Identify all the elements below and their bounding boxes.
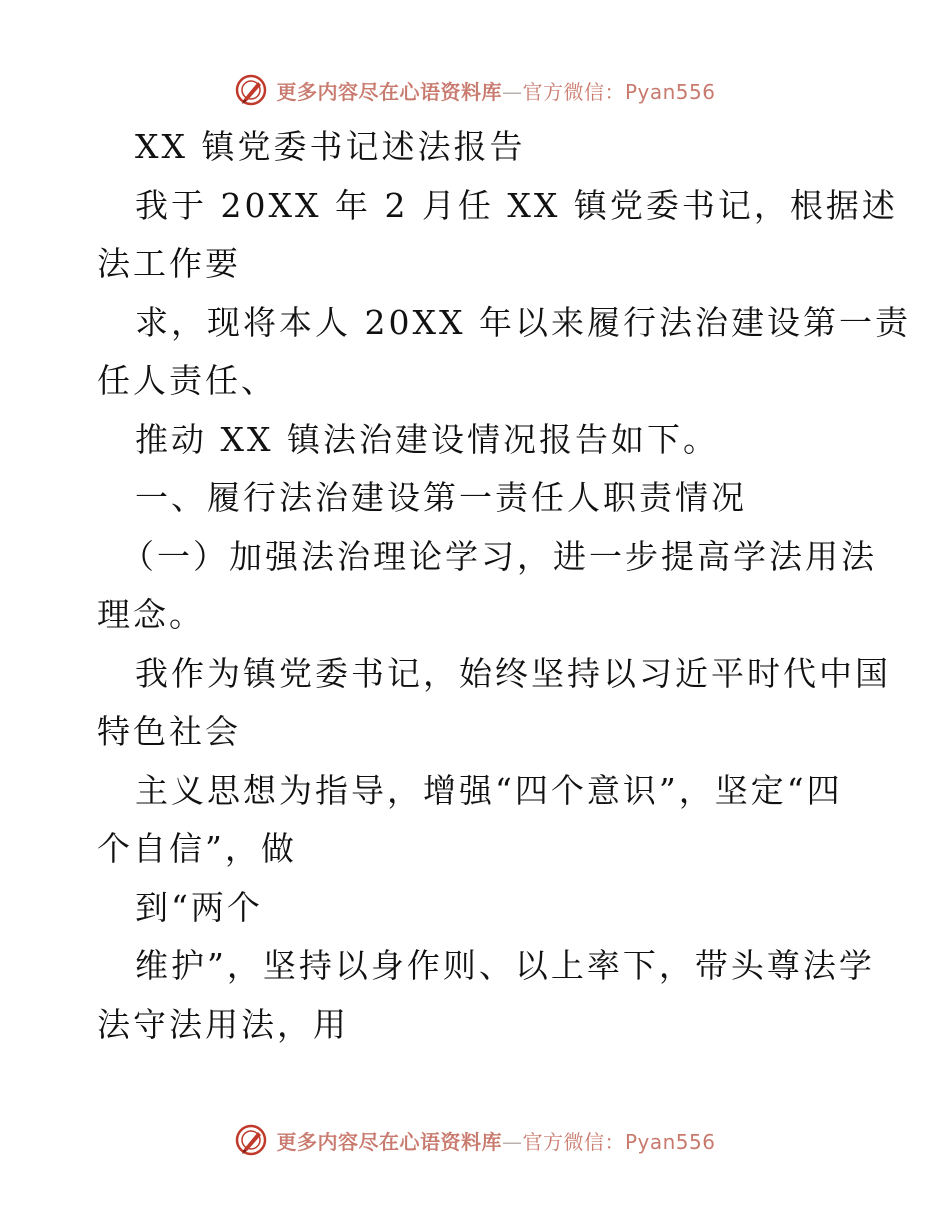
paragraph-line: 到“两个 [135, 887, 263, 927]
paragraph-line: 法守法用法，用 [97, 1004, 349, 1044]
paragraph-line: 法工作要 [97, 244, 241, 283]
paragraph-line: 特色社会 [97, 712, 241, 751]
watermark-text [276, 76, 715, 105]
watermark-brand: 更多内容尽在心语资料库 [276, 1129, 502, 1154]
footer-watermark [0, 1120, 950, 1160]
subsection-heading: （一）加强法治理论学习，进一步提高学法用法 [121, 536, 877, 576]
watermark-text [276, 1126, 715, 1155]
header-watermark [0, 70, 950, 110]
watermark-brand: 更多内容尽在心语资料库 [276, 79, 502, 104]
watermark-separator: — [501, 1129, 523, 1154]
paragraph-line: 个自信”，做 [97, 829, 297, 868]
document-body [97, 118, 911, 1054]
paragraph-line: 我于 20XX 年 2 月任 XX 镇党委书记，根据述 [135, 185, 898, 225]
paragraph-line: 任人责任、 [97, 361, 277, 400]
watermark-contact: 官方微信：Pyan556 [522, 79, 716, 104]
subsection-heading-cont: 理念。 [97, 595, 205, 634]
pen-seal-icon [234, 1123, 268, 1157]
paragraph-line: 推动 XX 镇法治建设情况报告如下。 [135, 419, 719, 459]
paragraph-line: 我作为镇党委书记，始终坚持以习近平时代中国 [135, 653, 891, 693]
paragraph-line: 主义思想为指导，增强“四个意识”，坚定“四 [135, 770, 843, 810]
document-title: XX 镇党委书记述法报告 [135, 127, 526, 166]
pen-seal-icon [234, 73, 268, 107]
section-heading: 一、履行法治建设第一责任人职责情况 [135, 478, 747, 517]
watermark-separator: — [501, 79, 523, 104]
watermark-contact: 官方微信：Pyan556 [522, 1129, 716, 1154]
paragraph-line: 求，现将本人 20XX 年以来履行法治建设第一责 [135, 302, 911, 342]
paragraph-line: 维护”，坚持以身作则、以上率下，带头尊法学 [135, 946, 875, 985]
